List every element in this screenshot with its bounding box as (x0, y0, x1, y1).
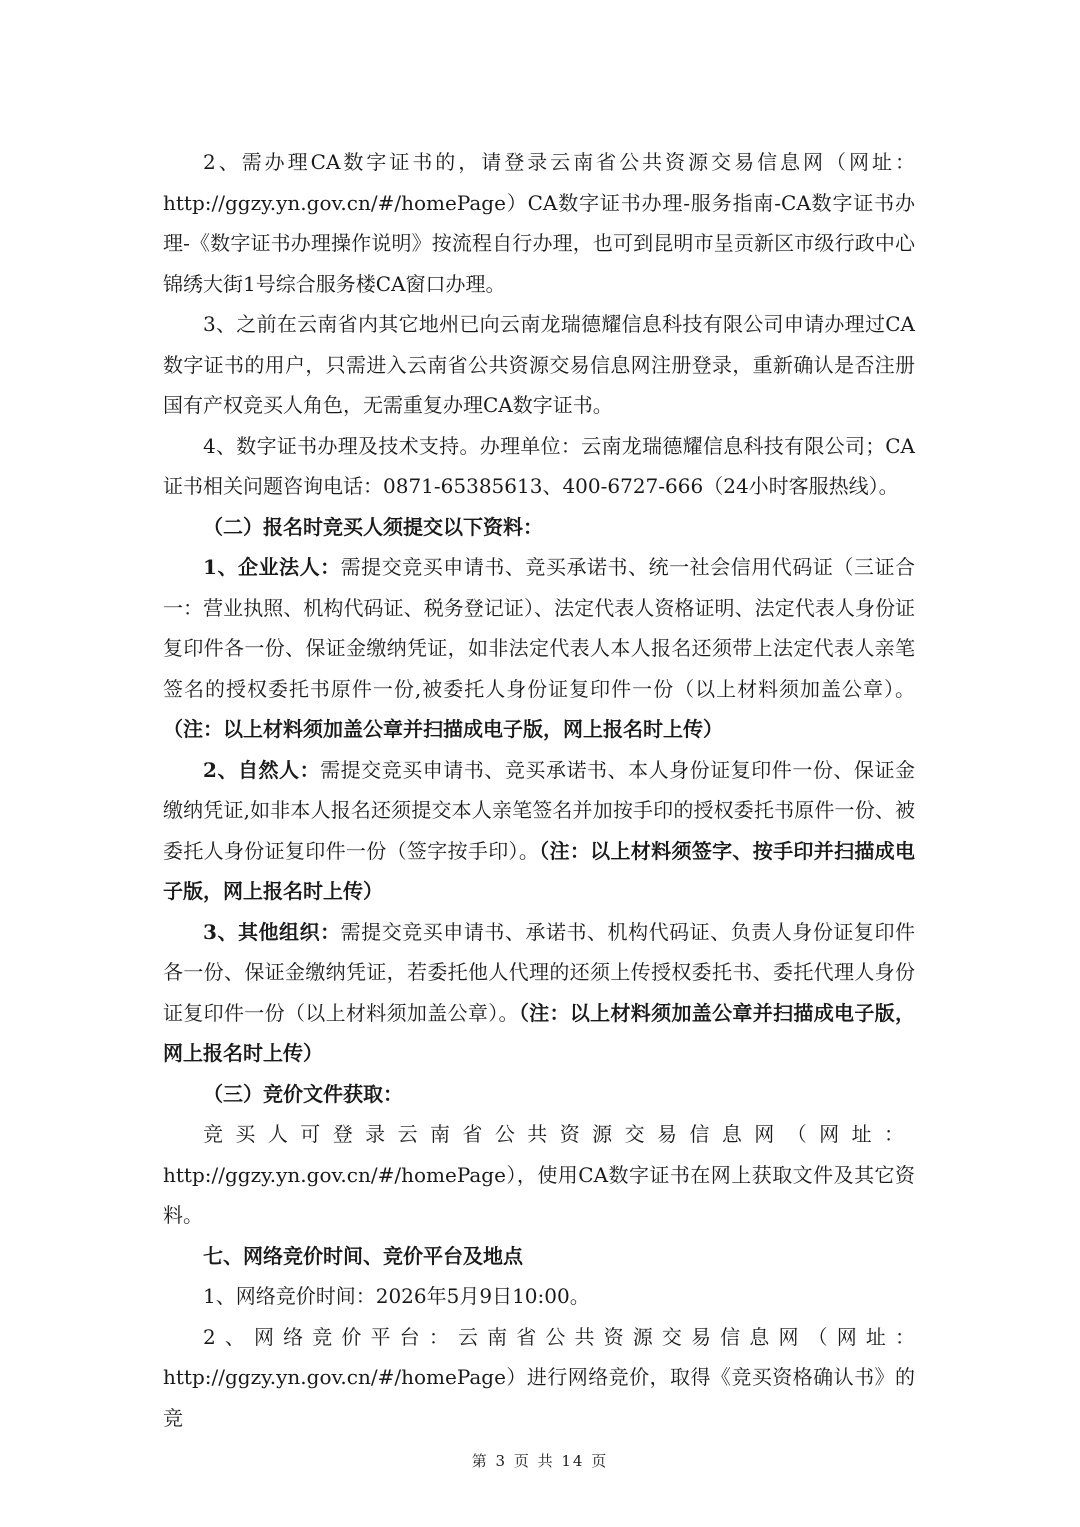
item-label: 1、企业法人： (203, 555, 341, 579)
item-body: 需提交竞买申请书、承诺书、机构代码证、负责人身份证复印件各一份、保证金缴纳凭证，若委托他人代理的还须上传授权委托书、委托代理人身份证复印件一份（以上材料须加盖公章）。 (163, 919, 915, 1025)
page-number-footer: 第 3 页 共 14 页 (471, 1452, 609, 1470)
document-body (163, 142, 915, 1438)
item-label: 3、其他组织： (203, 919, 341, 944)
item-body: 需提交竞买申请书、竞买承诺书、本人身份证复印件一份、保证金缴纳凭证,如非本人报名还须提交本人亲笔签名并加按手印的授权委托书原件一份、被委托人身份证复印件一份（签字按手印）。 (163, 757, 915, 863)
section-heading-bidding-time-platform: 七、网络竞价时间、竞价平台及地点 (203, 1243, 523, 1268)
paragraph-technical-support: 4、数字证书办理及技术支持。办理单位：云南龙瑞德耀信息科技有限公司；CA证书相关问题咨询电话：0871-65385613、400-6727-666（24小时客服热线）。 (163, 433, 915, 498)
item-body: 需提交竞买申请书、竞买承诺书、统一社会信用代码证（三证合一：营业执照、机构代码证、税务登记证）、法定代表人资格证明、法定代表人身份证复印件各一份、保证金缴纳凭证，如非法定代表人本人报名还须带上法定代表人亲笔签名的授权委托书原件一份,被委托人身份证复印件一份（以上材料须加盖公章）。 (163, 555, 915, 701)
document-access-line-2: http://ggzy.yn.gov.cn/#/homePage），使用CA数字证书在网上获取文件及其它资料。 (163, 1162, 915, 1227)
paragraph-document-access (163, 1114, 915, 1236)
paragraph-enterprise-legal-person (163, 547, 915, 750)
paragraph-ca-certificate-application: 2、需办理CA数字证书的，请登录云南省公共资源交易信息网（网址：http://ggzy.yn.gov.cn/#/homePage）CA数字证书办理-服务指南-CA数字证书办理-《数字证书办理操作说明》按流程自行办理，也可到昆明市呈贡新区市级行政中心锦绣大街1号综合服务楼CA窗口办理。 (163, 150, 915, 296)
paragraph-bidding-platform: 2、网络竞价平台：云南省公共资源交易信息网（网址：http://ggzy.yn.gov.cn/#/homePage）进行网络竞价，取得《竞买资格确认书》的竞 (163, 1324, 915, 1430)
section-heading-registration-materials: （二）报名时竞买人须提交以下资料： (203, 514, 543, 539)
document-access-line-1: 竞买人可登录云南省公共资源交易信息网（网址： (203, 1122, 915, 1146)
section-heading-bidding-documents: （三）竞价文件获取： (203, 1081, 403, 1106)
item-label: 2、自然人： (203, 757, 321, 782)
paragraph-other-organization (163, 912, 915, 1074)
paragraph-bidding-time: 1、网络竞价时间：2026年5月9日10:00。 (203, 1284, 590, 1308)
paragraph-existing-ca-users: 3、之前在云南省内其它地州已向云南龙瑞德耀信息科技有限公司申请办理过CA数字证书的用户，只需进入云南省公共资源交易信息网注册登录，重新确认是否注册国有产权竞买人角色，无需重复办理CA数字证书。 (163, 312, 915, 417)
paragraph-natural-person (163, 750, 915, 912)
item-note: （注：以上材料须加盖公章并扫描成电子版，网上报名时上传） (163, 717, 723, 741)
item-note: （注：以上材料须签字、按手印并扫描成电子版，网上报名时上传） (163, 838, 916, 903)
item-note: （注：以上材料须加盖公章并扫描成电子版，网上报名时上传） (163, 1000, 916, 1065)
